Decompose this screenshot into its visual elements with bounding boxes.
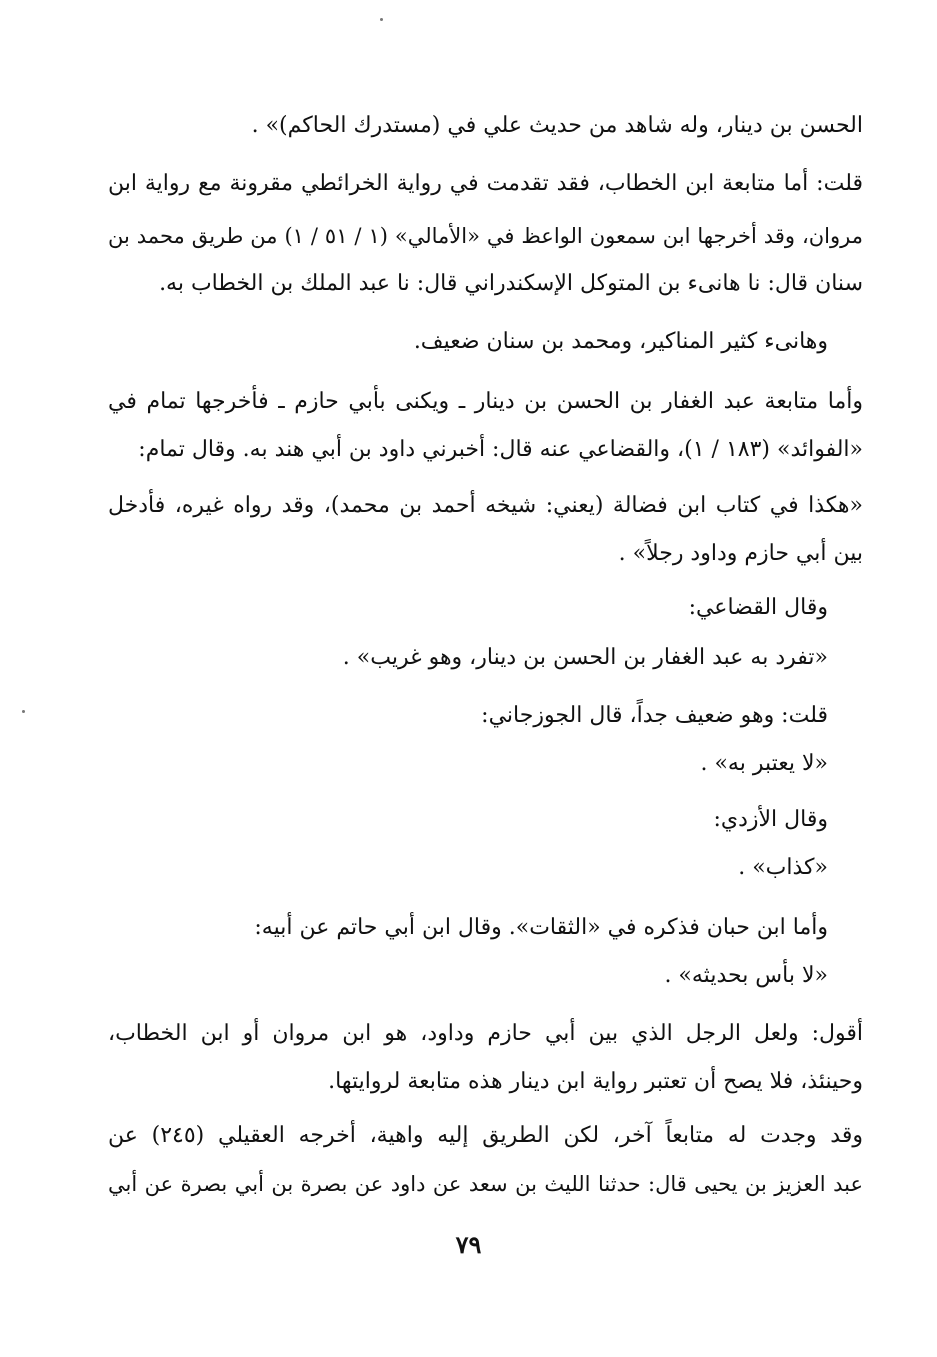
text-line: وهانىء كثير المناكير، ومحمد بن سنان ضعيف.	[413, 329, 828, 354]
text-line: عبد العزيز بن يحيى قال: حدثنا الليث بن سعد عن داود عن بصرة بن أبي بصرة عن أبي	[108, 1172, 863, 1196]
text-line: وحينئذ، فلا يصح أن تعتبر رواية ابن دينار هذه متابعة لروايتها.	[328, 1069, 863, 1094]
text-line: «لا بأس بحديثه» .	[664, 963, 828, 988]
text-line: بين أبي حازم وداود رجلاً» .	[618, 541, 863, 566]
text-line: مروان، وقد أخرجها ابن سمعون الواعظ في «الأمالي» (١ / ٥١ / ١) من طريق محمد بن	[108, 224, 863, 248]
text-line: قلت: أما متابعة ابن الخطاب، فقد تقدمت في رواية الخرائطي مقرونة مع رواية ابن	[108, 171, 863, 196]
text-line: وقال الأزدي:	[713, 807, 828, 832]
text-line: «الفوائد» (١٨٣ / ١)، والقضاعي عنه قال: أخبرني داود بن أبي هند به. وقال تمام:	[138, 437, 863, 462]
text-line: وأما ابن حبان فذكره في «الثقات». وقال ابن أبي حاتم عن أبيه:	[254, 915, 828, 940]
text-line: «هكذا في كتاب ابن فضالة (يعني: شيخه أحمد بن محمد)، وقد رواه غيره، فأدخل	[108, 493, 863, 518]
text-line: وقال القضاعي:	[688, 595, 828, 620]
text-line: الحسن بن دينار، وله شاهد من حديث علي في (مستدرك الحاكم)» .	[251, 113, 863, 138]
text-line: قلت: وهو ضعيف جداً، قال الجوزجاني:	[481, 703, 828, 728]
text-line: سنان قال: نا هانىء بن المتوكل الإسكندراني قال: نا عبد الملك بن الخطاب به.	[159, 271, 863, 296]
scan-speck	[380, 18, 383, 21]
page-number: ٧٩	[455, 1230, 482, 1259]
text-line: وقد وجدت له متابعاً آخر، لكن الطريق إليه واهية، أخرجه العقيلي (٢٤٥) عن	[108, 1123, 863, 1148]
scan-speck	[22, 710, 25, 713]
text-line: «كذاب» .	[738, 855, 828, 880]
text-line: أقول: ولعل الرجل الذي بين أبي حازم وداود، هو ابن مروان أو ابن الخطاب،	[108, 1021, 863, 1046]
text-line: وأما متابعة عبد الغفار بن الحسن بن دينار ـ ويكنى بأبي حازم ـ فأخرجها تمام في	[108, 389, 863, 414]
text-line: «لا يعتبر به» .	[700, 751, 828, 776]
text-line: «تفرد به عبد الغفار بن الحسن بن دينار، وهو غريب» .	[342, 645, 828, 670]
